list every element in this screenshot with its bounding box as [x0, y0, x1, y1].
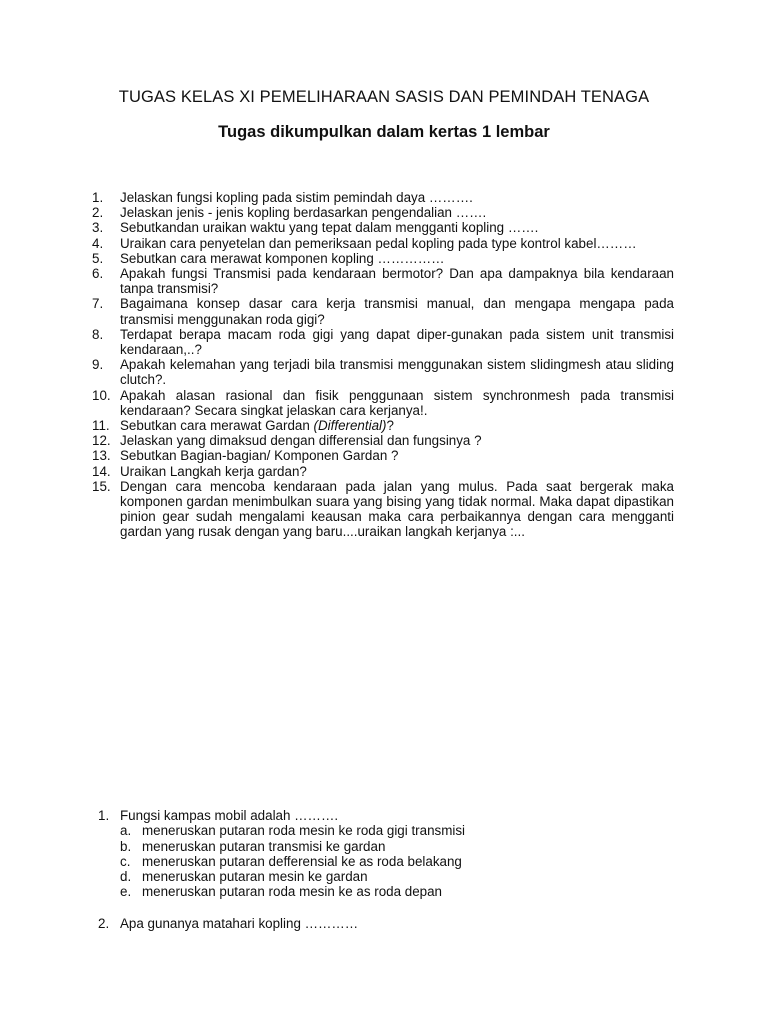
question-text: Jelaskan yang dimaksud dengan differensial dan fungsinya ? — [120, 433, 482, 449]
question-text: Sebutkandan uraikan waktu yang tepat dalam mengganti kopling ……. — [120, 220, 539, 236]
mc-question-number: 1. — [98, 808, 110, 823]
mc-option-text: meneruskan putaran roda mesin ke roda gigi transmisi — [142, 823, 466, 839]
question-text: Terdapat berapa macam roda gigi yang dapat diper-gunakan pada sistem unit transmisi kendaraan,..? — [120, 326, 674, 358]
question-text: Uraikan cara penyetelan dan pemeriksaan pedal kopling pada type kontrol kabel……… — [120, 235, 637, 251]
question-text: Dengan cara mencoba kendaraan pada jalan yang mulus. Pada saat bergerak maka komponen gardan menimbulkan suara yang bising yang tidak normal. Maka dapat dipastikan pinion gear sudah mengalami keausan maka cara perbaikannya dengan cara mengganti gardan yang rusak dengan yang baru....uraikan langkah kerjanya :... — [120, 478, 674, 540]
question-number: 3. — [92, 220, 104, 236]
mc-option-letter: e. — [120, 884, 132, 900]
multiple-choice-section — [98, 808, 678, 931]
question-item — [92, 236, 674, 251]
question-text: Apakah fungsi Transmisi pada kendaraan bermotor? Dan apa dampaknya bila kendaraan tanpa transmisi? — [120, 266, 674, 297]
question-item — [92, 205, 674, 220]
mc-option — [98, 869, 678, 884]
mc-option — [98, 823, 678, 838]
question-number: 8. — [92, 326, 104, 342]
question-number: 2. — [92, 205, 104, 221]
mc-question-text: Apa gunanya matahari kopling ………… — [120, 915, 359, 931]
mc-option — [98, 839, 678, 854]
mc-option — [98, 854, 678, 869]
question-number: 7. — [92, 296, 104, 312]
question-number: 1. — [92, 190, 104, 205]
question-item — [92, 479, 674, 540]
question-item — [92, 296, 674, 326]
question-number: 13. — [92, 448, 111, 464]
question-item — [92, 220, 674, 235]
mc-question-text: Fungsi kampas mobil adalah ………. — [120, 808, 339, 823]
mc-question — [98, 808, 678, 823]
mc-option-letter: a. — [120, 823, 132, 839]
question-number: 9. — [92, 357, 104, 373]
question-number: 6. — [92, 266, 104, 282]
question-text: Uraikan Langkah kerja gardan? — [120, 463, 307, 479]
question-item — [92, 357, 674, 387]
question-item — [92, 327, 674, 357]
question-text-part: Sebutkan cara merawat Gardan — [120, 418, 314, 434]
question-item — [92, 418, 674, 433]
question-text: Jelaskan jenis - jenis kopling berdasarkan pengendalian ……. — [120, 205, 487, 221]
question-text: Sebutkan Bagian-bagian/ Komponen Gardan ? — [120, 448, 399, 464]
question-item — [92, 433, 674, 448]
question-text-part: ? — [386, 418, 394, 434]
mc-question — [98, 916, 678, 931]
question-item — [92, 190, 674, 205]
question-number: 10. — [92, 387, 111, 403]
document-title: TUGAS KELAS XI PEMELIHARAAN SASIS DAN PEMINDAH TENAGA — [118, 88, 650, 106]
question-text — [120, 418, 674, 433]
question-item — [92, 448, 674, 463]
question-text: Apakah kelemahan yang terjadi bila transmisi menggunakan sistem slidingmesh atau sliding clutch?. — [120, 357, 674, 388]
question-item — [92, 251, 674, 266]
mc-option — [98, 884, 678, 899]
question-number: 12. — [92, 433, 111, 449]
question-text: Sebutkan cara merawat komponen kopling …………… — [120, 250, 445, 266]
mc-question-number: 2. — [98, 915, 110, 931]
mc-option-letter: b. — [120, 838, 132, 854]
mc-option-text: meneruskan putaran roda mesin ke as roda depan — [142, 884, 442, 900]
question-item — [92, 388, 674, 418]
question-item — [92, 266, 674, 296]
mc-option-text: meneruskan putaran transmisi ke gardan — [142, 838, 386, 854]
mc-option-text: meneruskan putaran defferensial ke as roda belakang — [142, 853, 462, 869]
mc-options — [98, 823, 678, 899]
essay-question-list — [92, 190, 674, 540]
mc-option-text: meneruskan putaran mesin ke gardan — [142, 869, 368, 885]
mc-option-letter: d. — [120, 869, 132, 885]
question-number: 11. — [92, 418, 110, 434]
question-item — [92, 464, 674, 479]
mc-option-letter: c. — [120, 853, 131, 869]
question-number: 5. — [92, 250, 104, 266]
question-number: 15. — [92, 478, 111, 494]
document-subtitle: Tugas dikumpulkan dalam kertas 1 lembar — [218, 123, 550, 141]
question-text: Jelaskan fungsi kopling pada sistim pemindah daya ………. — [120, 190, 473, 205]
question-text-italic: (Differential) — [313, 418, 387, 434]
question-number: 14. — [92, 463, 111, 479]
question-text: Bagaimana konsep dasar cara kerja transmisi manual, dan mengapa mengapa pada transmisi menggunakan roda gigi? — [120, 296, 674, 327]
question-number: 4. — [92, 235, 104, 251]
question-text: Apakah alasan rasional dan fisik penggunaan sistem synchronmesh pada transmisi kendaraan? Secara singkat jelaskan cara kerjanya!. — [120, 387, 674, 418]
